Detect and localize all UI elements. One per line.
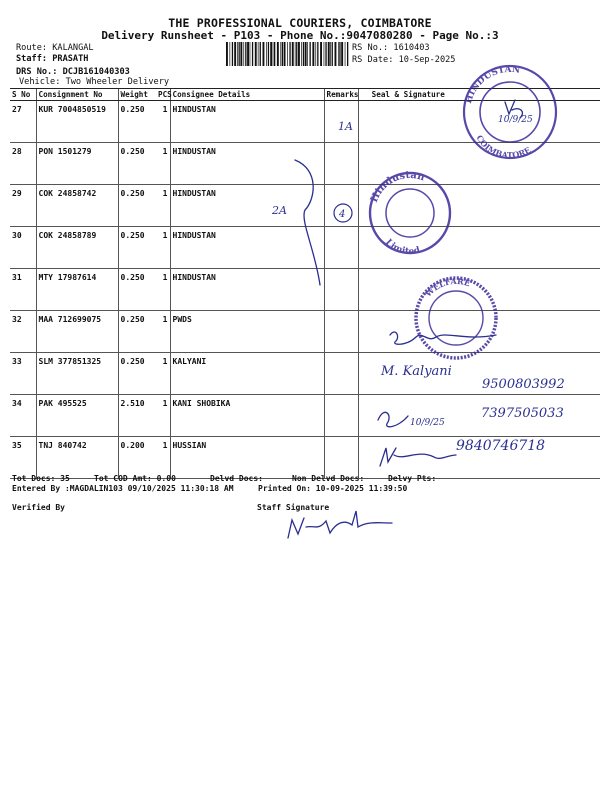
staff-signature xyxy=(288,511,392,538)
cell-consignment-no: KUR 7004850519 xyxy=(36,101,118,143)
document-title: THE PROFESSIONAL COURIERS, COIMBATORE xyxy=(168,16,432,30)
staff-signature-label: Staff Signature xyxy=(257,503,330,512)
stamp-2-name: Hindustan xyxy=(368,169,426,205)
handwritten-phone-1: 9500803992 xyxy=(482,377,565,392)
cell-consignee: PWDS xyxy=(170,311,324,353)
cell-weight: 0.250 xyxy=(118,269,156,311)
cell-weight: 0.250 xyxy=(118,185,156,227)
non-delivered-docs: Non Delvd Docs: xyxy=(292,474,365,483)
cell-weight: 2.510 xyxy=(118,395,156,437)
cell-consignment-no: MAA 712699075 xyxy=(36,311,118,353)
handwritten-phone-3: 9840746718 xyxy=(456,438,546,454)
route-label: Route: KALANGAL xyxy=(16,43,94,53)
cell-weight: 0.250 xyxy=(118,227,156,269)
cell-pcs: 1 xyxy=(156,143,170,185)
delivery-points: Delvy Pts: xyxy=(388,474,437,483)
cell-sno: 29 xyxy=(10,185,36,227)
cell-sno: 31 xyxy=(10,269,36,311)
cell-consignment-no: MTY 17987614 xyxy=(36,269,118,311)
total-docs: Tot Docs: 35 xyxy=(12,474,70,483)
cell-sno: 35 xyxy=(10,437,36,479)
cell-consignment-no: SLM 377851325 xyxy=(36,353,118,395)
col-consignee: Consignee Details xyxy=(170,89,324,101)
rs-date: RS Date: 10-Sep-2025 xyxy=(352,55,456,65)
cell-sno: 28 xyxy=(10,143,36,185)
handwritten-remark-2a: 2A xyxy=(272,204,287,217)
signature-row34 xyxy=(378,412,408,426)
cell-weight: 0.250 xyxy=(118,353,156,395)
cell-consignee: HINDUSTAN xyxy=(170,101,324,143)
handwritten-date-top: 10/9/25 xyxy=(498,115,533,125)
col-remarks: Remarks xyxy=(324,89,358,101)
col-sno: S No xyxy=(10,89,36,101)
cell-pcs: 1 xyxy=(156,227,170,269)
cell-consignee: HUSSIAN xyxy=(170,437,324,479)
cell-consignee: KANI SHOBIKA xyxy=(170,395,324,437)
cell-pcs: 1 xyxy=(156,101,170,143)
cell-pcs: 1 xyxy=(156,353,170,395)
handwritten-remark-1a: 1A xyxy=(338,120,353,133)
delivered-docs: Delvd Docs: xyxy=(210,474,263,483)
cell-weight: 0.250 xyxy=(118,143,156,185)
cell-weight: 0.200 xyxy=(118,437,156,479)
cell-consignment-no: COK 24858742 xyxy=(36,185,118,227)
company-stamp-middle xyxy=(369,170,450,257)
stamp-3-text: WELFARE xyxy=(422,275,472,299)
cell-sno: 34 xyxy=(10,395,36,437)
cell-consignee: KALYANI xyxy=(170,353,324,395)
staff-label: Staff: PRASATH xyxy=(16,54,89,64)
col-weight: Weight xyxy=(118,89,156,101)
bracket-scribble xyxy=(295,160,320,285)
cell-pcs: 1 xyxy=(156,185,170,227)
col-consignment: Consignment No xyxy=(36,89,118,101)
cell-sno: 27 xyxy=(10,101,36,143)
entered-by: Entered By :MAGDALIN103 09/10/2025 11:30:18 AM xyxy=(12,484,234,493)
col-seal: Seal & Signature xyxy=(358,89,458,101)
printed-on: Printed On: 10-09-2025 11:39:50 xyxy=(258,484,408,493)
cell-pcs: 1 xyxy=(156,311,170,353)
handwritten-name-kalyani: M. Kalyani xyxy=(381,364,452,379)
stamp-1-city: COIMBATORE xyxy=(474,133,533,161)
runsheet-subtitle: Delivery Runsheet - P103 - Phone No.:9047080280 - Page No.:3 xyxy=(101,29,499,42)
cell-consignee: HINDUSTAN xyxy=(170,185,324,227)
handwritten-phone-2: 7397505033 xyxy=(481,406,564,421)
cell-consignee: HINDUSTAN xyxy=(170,143,324,185)
cell-consignee: HINDUSTAN xyxy=(170,227,324,269)
handwritten-circled-number: 4 xyxy=(339,209,346,220)
signature-row35 xyxy=(380,448,456,466)
cell-consignee: HINDUSTAN xyxy=(170,269,324,311)
verified-by-label: Verified By xyxy=(12,503,65,512)
cell-weight: 0.250 xyxy=(118,101,156,143)
col-pcs: PCS xyxy=(158,90,172,99)
welfare-stamp xyxy=(416,276,496,358)
cell-sno: 33 xyxy=(10,353,36,395)
cell-consignment-no: TNJ 840742 xyxy=(36,437,118,479)
rs-number: RS No.: 1610403 xyxy=(352,43,430,53)
cell-pcs: 1 xyxy=(156,437,170,479)
cell-consignment-no: PON 1501279 xyxy=(36,143,118,185)
cell-pcs: 1 xyxy=(156,269,170,311)
handwritten-date-row34: 10/9/25 xyxy=(410,418,445,428)
stamp-2-sub: Limited xyxy=(383,237,422,258)
cell-weight: 0.250 xyxy=(118,311,156,353)
vehicle-label: Vehicle: Two Wheeler Delivery xyxy=(19,77,170,87)
cell-sno: 32 xyxy=(10,311,36,353)
cell-consignment-no: PAK 495525 xyxy=(36,395,118,437)
cell-pcs: 1 xyxy=(156,395,170,437)
stamp-1-name: HINDUSTAN xyxy=(463,64,521,105)
cell-consignment-no: COK 24858789 xyxy=(36,227,118,269)
cell-sno: 30 xyxy=(10,227,36,269)
drs-number: DRS No.: DCJB161040303 xyxy=(16,67,130,77)
total-cod-amount: Tot COD Amt: 0.00 xyxy=(94,474,176,483)
